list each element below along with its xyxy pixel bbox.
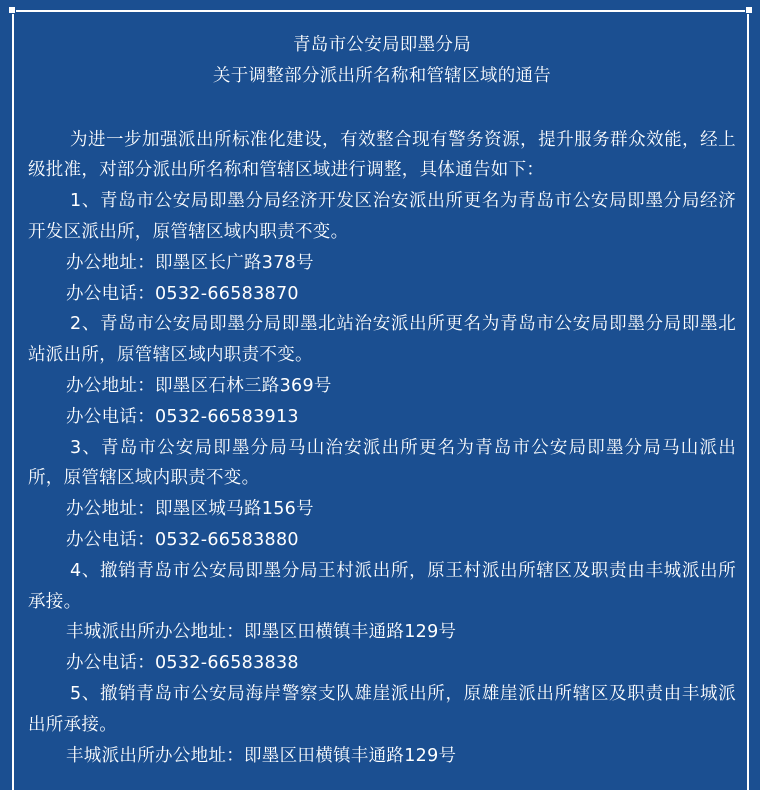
item-1-text: 1、青岛市公安局即墨分局经济开发区治安派出所更名为青岛市公安局即墨分局经济开发区派出所，原管辖区域内职责不变。 (28, 191, 736, 242)
item-5-address: 丰城派出所办公地址：即墨区田横镇丰通路129号 (66, 745, 457, 766)
item-4-phone: 办公电话：0532-66583838 (66, 653, 299, 674)
item-2-address: 办公地址：即墨区石林三路369号 (66, 375, 332, 396)
intro-paragraph: 为进一步加强派出所标准化建设，有效整合现有警务资源，提升服务群众效能，经上级批准，对部分派出所名称和管辖区域进行调整，具体通告如下： (28, 129, 736, 181)
item-3-text: 3、青岛市公安局即墨分局马山治安派出所更名为青岛市公安局即墨分局马山派出所，原管辖区域内职责不变。 (28, 437, 736, 489)
item-2-phone: 办公电话：0532-66583913 (66, 406, 299, 427)
item-3-address: 办公地址：即墨区城马路156号 (66, 499, 314, 520)
notice-title-line2: 关于调整部分派出所名称和管辖区域的通告 (212, 65, 552, 86)
item-1-address: 办公地址：即墨区长广路378号 (66, 252, 314, 273)
item-4-address: 丰城派出所办公地址：即墨区田横镇丰通路129号 (66, 622, 457, 643)
item-3-phone: 办公电话：0532-66583880 (66, 529, 299, 550)
item-1-phone: 办公电话：0532-66583870 (66, 283, 299, 304)
notice-body (28, 30, 736, 771)
spacer (28, 92, 736, 125)
frame-corner-handle-right (745, 6, 753, 14)
frame-corner-handle-left (8, 6, 16, 14)
item-4-text: 4、撤销青岛市公安局即墨分局王村派出所，原王村派出所辖区及职责由丰城派出所承接。 (28, 560, 736, 612)
item-2-text: 2、青岛市公安局即墨分局即墨北站治安派出所更名为青岛市公安局即墨分局即墨北站派出所，原管辖区域内职责不变。 (28, 314, 736, 366)
notice-title-line1: 青岛市公安局即墨分局 (293, 35, 471, 55)
item-5-text: 5、撤销青岛市公安局海岸警察支队雄崖派出所，原雄崖派出所辖区及职责由丰城派出所承接。 (28, 683, 736, 735)
